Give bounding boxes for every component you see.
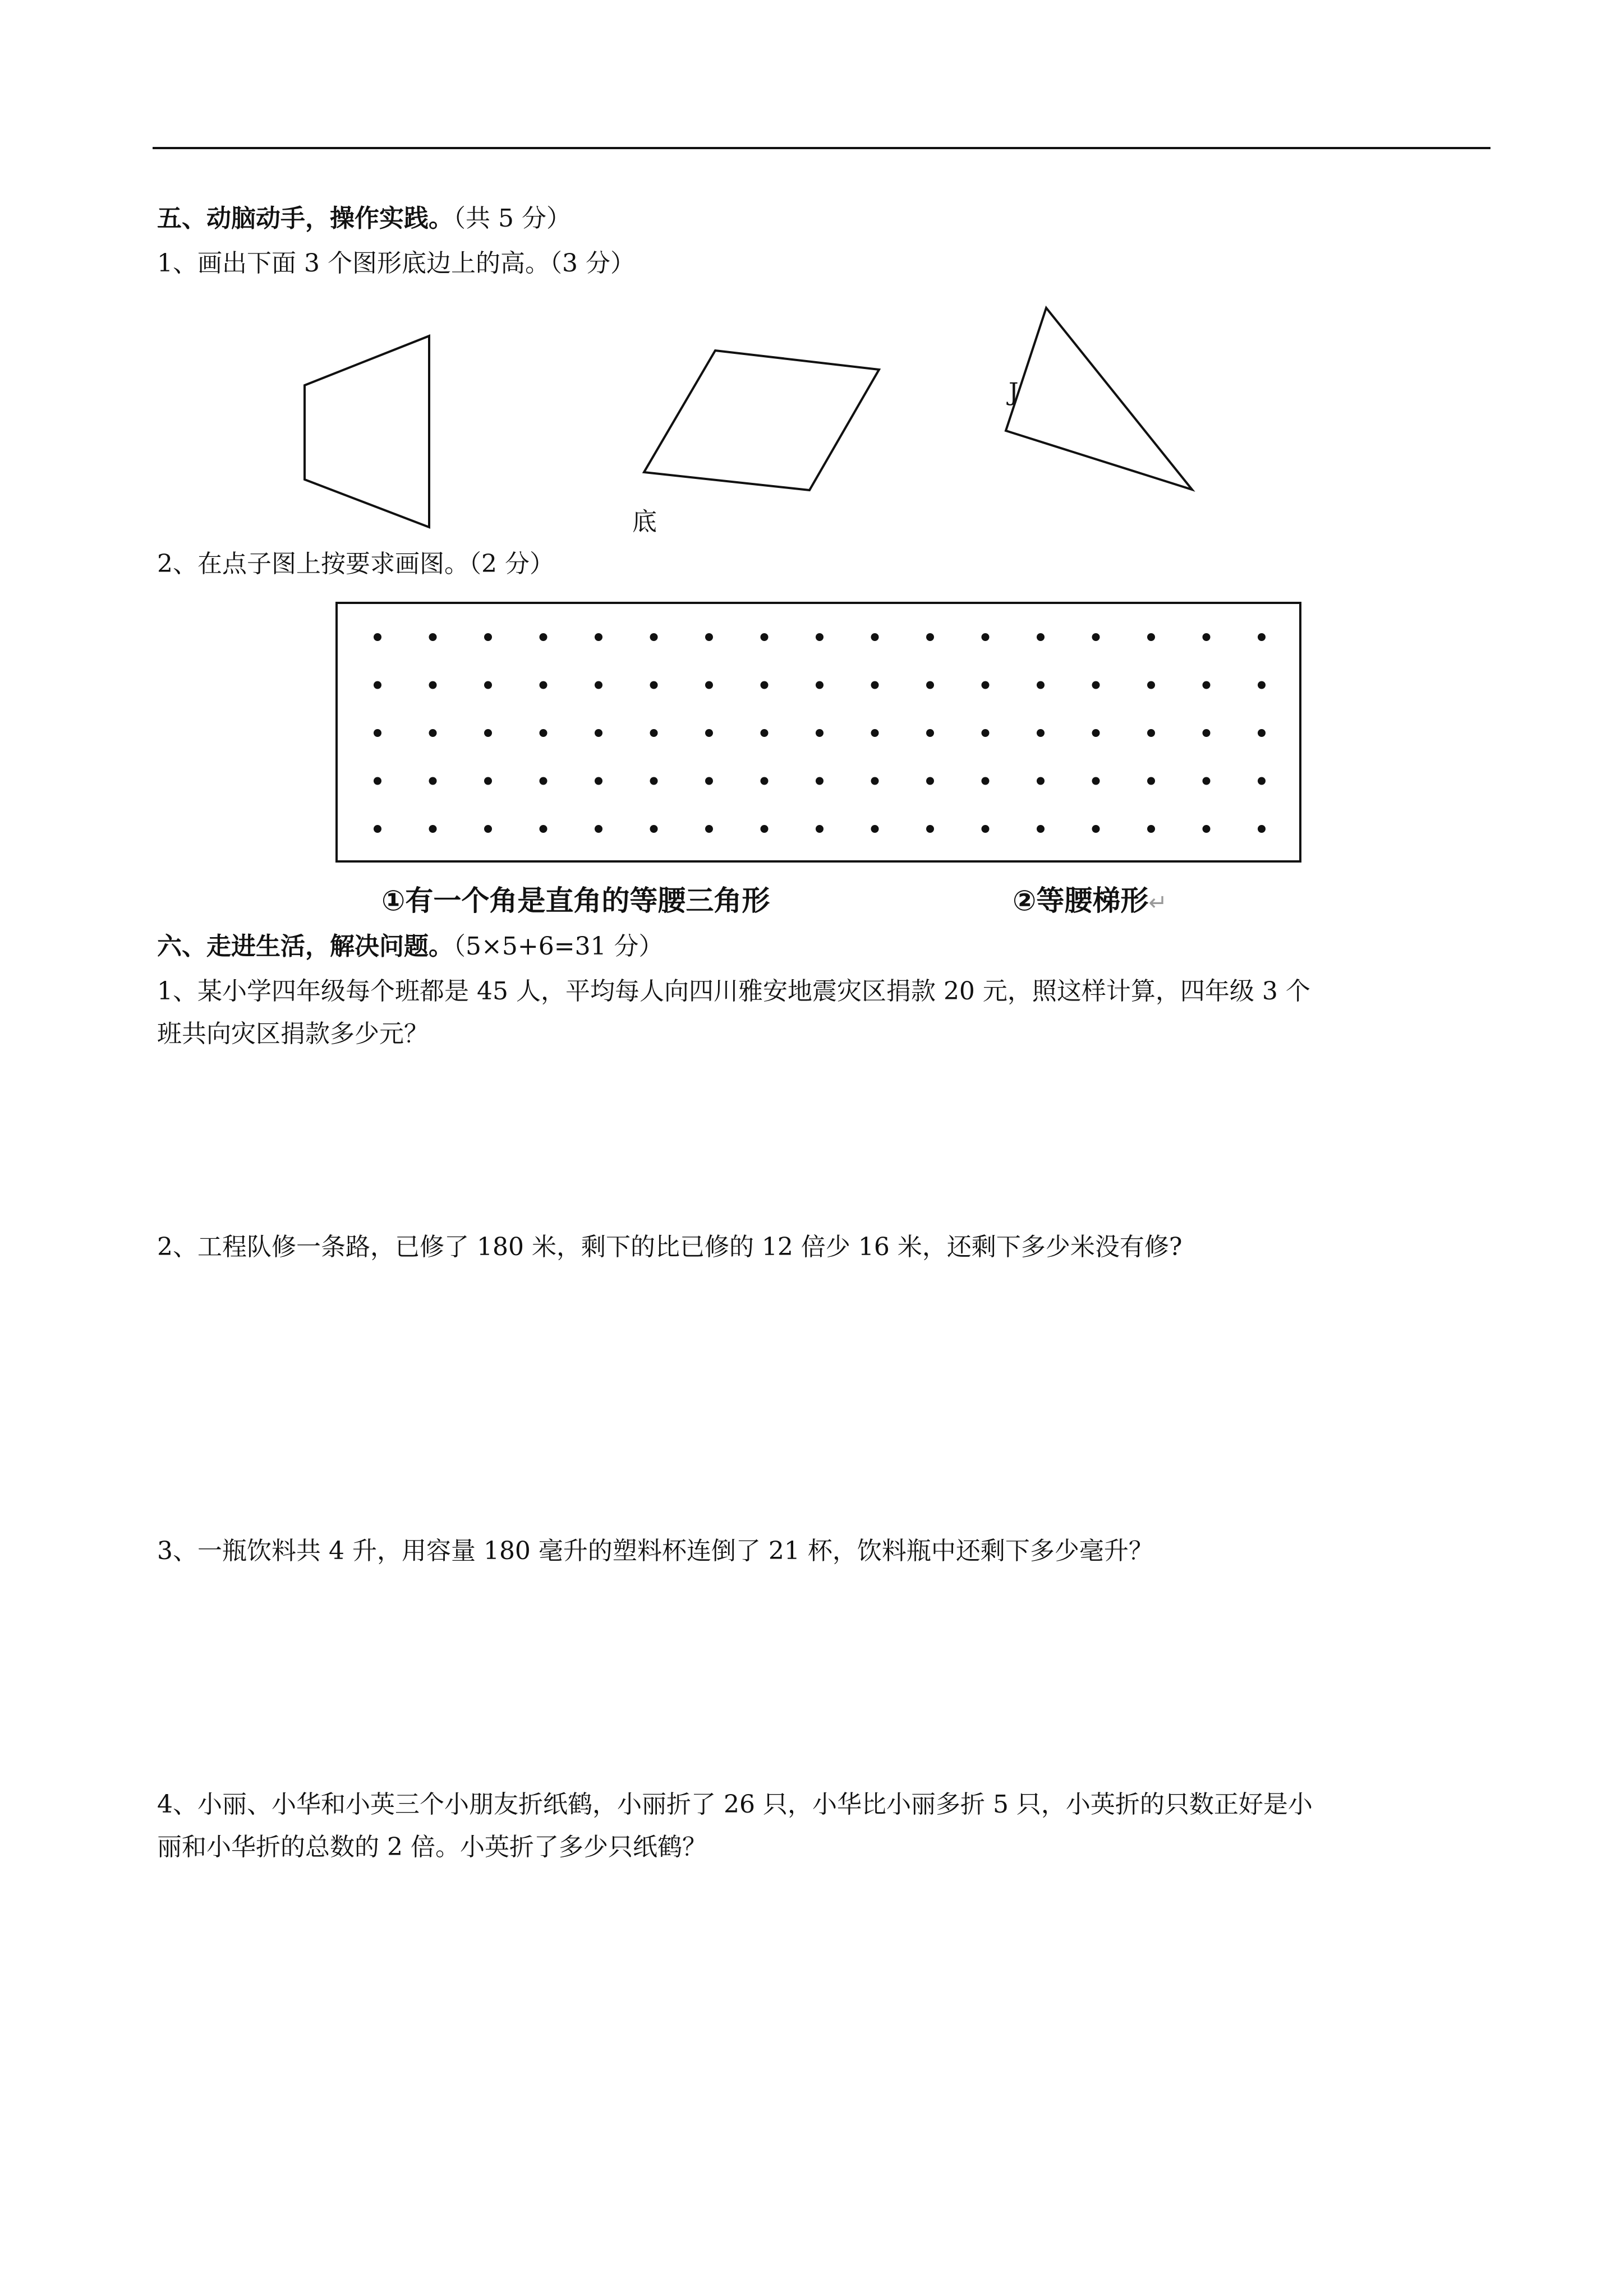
grid-dot[interactable] (484, 633, 492, 641)
grid-dot[interactable] (1147, 729, 1155, 737)
grid-dot[interactable] (1037, 777, 1045, 785)
grid-dot[interactable] (982, 777, 990, 785)
grid-dot[interactable] (484, 681, 492, 689)
grid-dot[interactable] (982, 681, 990, 689)
grid-dot[interactable] (1258, 681, 1266, 689)
section5-score: （共 5 分） (453, 204, 571, 233)
trapezoid-figure (305, 336, 429, 527)
grid-dot[interactable] (871, 729, 879, 737)
grid-dot[interactable] (1203, 633, 1211, 641)
grid-dot[interactable] (1147, 825, 1155, 833)
grid-dot[interactable] (816, 633, 823, 641)
grid-dot[interactable] (1258, 729, 1266, 737)
problem3: 3、一瓶饮料共 4 升，用容量 180 毫升的塑料杯连倒了 21 杯，饮料瓶中还剩下多少毫升？ (157, 1537, 1153, 1565)
dot-grid-box[interactable] (335, 602, 1301, 863)
grid-dot[interactable] (705, 681, 713, 689)
caption-left: ①有一个角是直角的等腰三角形 (381, 884, 770, 917)
return-mark: ↵ (1148, 890, 1167, 916)
grid-dot[interactable] (705, 729, 713, 737)
grid-dot[interactable] (540, 777, 548, 785)
grid-dot[interactable] (650, 729, 658, 737)
grid-dot[interactable] (1147, 681, 1155, 689)
grid-dot[interactable] (705, 777, 713, 785)
grid-dot[interactable] (484, 729, 492, 737)
problem4-line1: 4、小丽、小华和小英三个小朋友折纸鹤，小丽折了 26 只，小华比小丽多折 5 只，小英折的只数正好是小 (157, 1790, 1313, 1819)
problem1-line2: 班共向灾区捐款多少元？ (157, 1020, 429, 1048)
grid-dot[interactable] (484, 777, 492, 785)
grid-dot[interactable] (761, 633, 769, 641)
problem1-line1: 1、某小学四年级每个班都是 45 人，平均每人向四川雅安地震灾区捐款 20 元，照这样计算，四年级 3 个 (157, 977, 1310, 1006)
grid-dot[interactable] (1092, 681, 1100, 689)
grid-dot[interactable] (595, 777, 602, 785)
grid-dot[interactable] (1147, 777, 1155, 785)
grid-dot[interactable] (650, 777, 658, 785)
grid-dot[interactable] (595, 825, 602, 833)
grid-dot[interactable] (1092, 825, 1100, 833)
grid-dot[interactable] (1258, 777, 1266, 785)
section5-q2: 2、在点子图上按要求画图。（2 分） (157, 550, 554, 578)
grid-dot[interactable] (1037, 633, 1045, 641)
grid-dot[interactable] (650, 681, 658, 689)
grid-dot[interactable] (761, 729, 769, 737)
grid-dot[interactable] (705, 633, 713, 641)
grid-dot[interactable] (540, 825, 548, 833)
grid-dot[interactable] (374, 777, 381, 785)
grid-dot[interactable] (1037, 729, 1045, 737)
grid-dot[interactable] (871, 825, 879, 833)
section6-title: 六、走进生活，解决问题。 (157, 932, 453, 961)
grid-dot[interactable] (1037, 825, 1045, 833)
dot-grid[interactable] (338, 604, 1299, 860)
grid-dot[interactable] (926, 777, 934, 785)
grid-dot[interactable] (705, 825, 713, 833)
section5-q1: 1、画出下面 3 个图形底边上的高。（3 分） (157, 249, 635, 278)
grid-dot[interactable] (1092, 729, 1100, 737)
grid-dot[interactable] (374, 633, 381, 641)
grid-dot[interactable] (374, 825, 381, 833)
grid-dot[interactable] (926, 633, 934, 641)
grid-dot[interactable] (429, 681, 437, 689)
grid-dot[interactable] (650, 825, 658, 833)
grid-dot[interactable] (926, 729, 934, 737)
grid-dot[interactable] (540, 681, 548, 689)
problem2: 2、工程队修一条路，已修了 180 米，剩下的比已修的 12 倍少 16 米，还剩下多少米没有修? (157, 1233, 1183, 1261)
parallelogram-figure (644, 351, 879, 490)
grid-dot[interactable] (1203, 729, 1211, 737)
grid-dot[interactable] (1203, 777, 1211, 785)
grid-dot[interactable] (1258, 825, 1266, 833)
triangle-figure (1006, 308, 1192, 490)
partial-label: J (1009, 378, 1019, 407)
figures-area (0, 0, 1624, 561)
grid-dot[interactable] (871, 633, 879, 641)
grid-dot[interactable] (1147, 633, 1155, 641)
grid-dot[interactable] (595, 633, 602, 641)
grid-dot[interactable] (484, 825, 492, 833)
grid-dot[interactable] (816, 729, 823, 737)
base-label: 底 (632, 508, 657, 536)
grid-dot[interactable] (1092, 777, 1100, 785)
grid-dot[interactable] (761, 681, 769, 689)
grid-dot[interactable] (429, 729, 437, 737)
caption-right: ②等腰梯形 (1013, 884, 1149, 917)
grid-dot[interactable] (429, 777, 437, 785)
problem4-line2: 丽和小华折的总数的 2 倍。小英折了多少只纸鹤？ (157, 1833, 707, 1861)
grid-dot[interactable] (1203, 825, 1211, 833)
grid-dot[interactable] (595, 729, 602, 737)
grid-dot[interactable] (595, 681, 602, 689)
grid-dot[interactable] (650, 633, 658, 641)
grid-dot[interactable] (1092, 633, 1100, 641)
grid-dot[interactable] (761, 777, 769, 785)
grid-dot[interactable] (374, 729, 381, 737)
grid-dot[interactable] (982, 633, 990, 641)
grid-dot[interactable] (761, 825, 769, 833)
grid-dot[interactable] (926, 681, 934, 689)
grid-dot[interactable] (429, 825, 437, 833)
grid-dot[interactable] (816, 681, 823, 689)
grid-dot[interactable] (816, 777, 823, 785)
grid-dot[interactable] (871, 681, 879, 689)
grid-dot[interactable] (982, 825, 990, 833)
grid-dot[interactable] (540, 729, 548, 737)
section5-title: 五、动脑动手，操作实践。 (157, 204, 453, 233)
grid-dot[interactable] (926, 825, 934, 833)
grid-dot[interactable] (982, 729, 990, 737)
section6-heading (157, 925, 664, 968)
section6-score: （5×5+6=31 分） (453, 932, 664, 961)
grid-dot[interactable] (1258, 633, 1266, 641)
grid-dot[interactable] (1203, 681, 1211, 689)
grid-dot[interactable] (816, 825, 823, 833)
grid-dot[interactable] (374, 681, 381, 689)
grid-dot[interactable] (429, 633, 437, 641)
grid-dot[interactable] (871, 777, 879, 785)
caption-right-group (1013, 878, 1167, 919)
grid-dot[interactable] (1037, 681, 1045, 689)
grid-dot[interactable] (540, 633, 548, 641)
